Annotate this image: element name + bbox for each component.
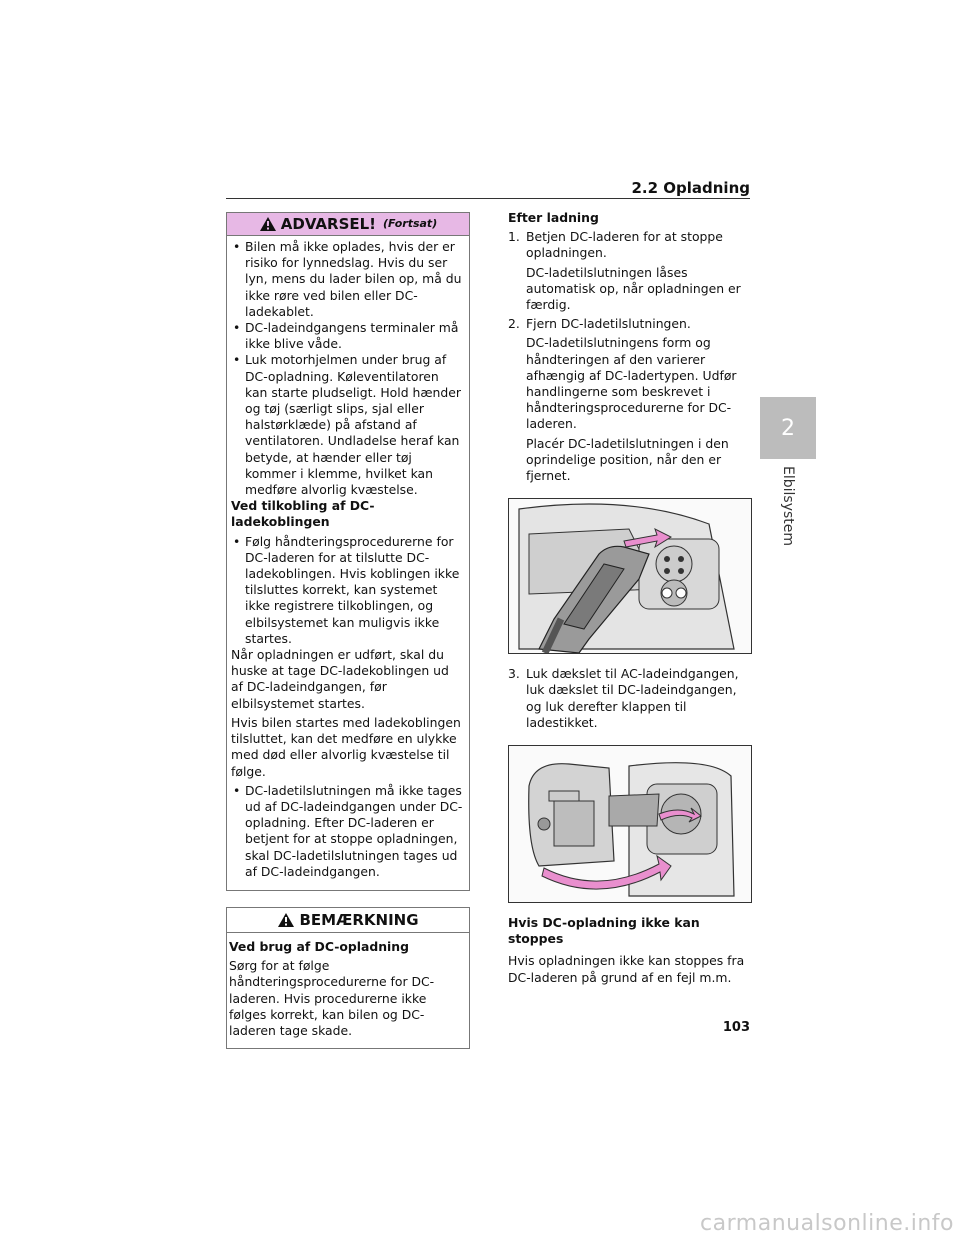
figure-close-covers	[508, 745, 752, 903]
warning-box	[226, 212, 470, 891]
after-charging-heading: Efter ladning	[508, 210, 599, 225]
step-text: Fjern DC-ladetilslutningen.	[526, 316, 691, 332]
warning-subtitle: (Fortsat)	[383, 216, 438, 230]
cannot-stop-heading: Hvis DC-opladning ikke kan stoppes	[508, 915, 700, 947]
step-3	[508, 666, 752, 731]
step-number: 2.	[508, 316, 520, 332]
step-2	[508, 316, 752, 332]
notice-triangle-icon	[277, 912, 295, 928]
warning-bullet: • Følg håndteringsprocedurerne for DC-laderen for at tilslutte DC-ladekoblingen. Hvis koblingen ikke tilsluttes korrekt, kan systemet ikke registrere tilkoblingen, og elbilsystemet kan muligvis ikke startes.	[231, 534, 463, 647]
left-column	[226, 212, 470, 1049]
warning-title: ADVARSEL!	[280, 214, 377, 233]
warning-bullet: • Luk motorhjelmen under brug af DC-opladning. Køleventilatoren kan starte pludseligt. Hold hænder og tøj (særligt slips, sjal eller halstørklæde) på afstand af ventilatoren. Undladelse heraf kan betyde, at hænder eller tøj kommer i klemme, hvilket kan medføre alvorlig kvæstelse.	[231, 352, 463, 498]
chapter-tab[interactable]: 2	[760, 397, 816, 459]
section-title: 2.2 Opladning	[631, 179, 750, 197]
step-detail: Placér DC-ladetilslutningen i den oprindelige position, når den er fjernet.	[526, 435, 729, 484]
warning-header	[227, 213, 469, 236]
page-number: 103	[722, 1020, 750, 1035]
note-body	[227, 933, 469, 1048]
step-detail: DC-ladetilslutningens form og håndteringen af den varierer afhængig af DC-ladertypen. Udfør handlingerne som beskrevet i håndteringsprocedurerne for DC-laderen.	[526, 335, 737, 432]
chapter-side-label	[760, 466, 816, 546]
right-column	[508, 210, 752, 989]
note-header	[227, 908, 469, 933]
warning-bullet: • DC-ladeindgangens terminaler må ikke blive våde.	[231, 320, 463, 352]
step-detail: DC-ladetilslutningen låses automatisk op, når opladningen er færdig.	[526, 264, 741, 313]
warning-bullet: • DC-ladetilslutningen må ikke tages ud af DC-ladeindgangen under DC-opladning. Efter DC-laderen er betjent for at stoppe opladningen, skal DC-ladetilslutningen tages ud af DC-ladeindgangen.	[231, 783, 463, 880]
step-1	[508, 229, 752, 261]
warning-body	[227, 236, 469, 890]
warning-paragraph: Når opladningen er udført, skal du huske at tage DC-ladekoblingen ud af DC-ladeindgangen, før elbilsystemet startes.	[231, 647, 449, 711]
warning-section-heading: Ved tilkobling af DC-ladekoblingen	[231, 498, 375, 530]
cannot-stop-text: Hvis opladningen ikke kan stoppes fra DC-laderen på grund af en fejl m.m.	[508, 953, 745, 985]
header-divider	[226, 198, 750, 199]
warning-triangle-icon	[259, 216, 277, 232]
note-box	[226, 907, 470, 1049]
step-text: Betjen DC-laderen for at stoppe opladningen.	[526, 229, 723, 261]
charge-port-cover-illustration	[509, 746, 752, 902]
watermark: carmanualsonline.info	[700, 1211, 954, 1236]
step-text: Luk dækslet til AC-ladeindgangen, luk dækslet til DC-ladeindgangen, og luk derefter klappen til ladestikket.	[526, 666, 739, 730]
warning-bullet: • Bilen må ikke oplades, hvis der er risiko for lynnedslag. Hvis du ser lyn, mens du lader bilen op, må du ikke røre ved bilen eller DC-ladekablet.	[231, 239, 463, 320]
note-text: Sørg for at følge håndteringsprocedurerne for DC-laderen. Hvis procedurerne ikke følges korrekt, kan bilen og DC-laderen tage skade.	[229, 958, 435, 1038]
dc-connector-illustration	[509, 499, 752, 653]
chapter-label: Elbilsystem	[780, 465, 796, 547]
note-title: BEMÆRKNING	[299, 910, 419, 929]
step-number: 3.	[508, 666, 520, 682]
warning-paragraph: Hvis bilen startes med ladekoblingen tilsluttet, kan det medføre en ulykke med død eller alvorlig kvæstelse til følge.	[231, 714, 461, 779]
step-number: 1.	[508, 229, 520, 245]
note-heading: Ved brug af DC-opladning	[229, 938, 409, 954]
figure-remove-dc-connector	[508, 498, 752, 654]
